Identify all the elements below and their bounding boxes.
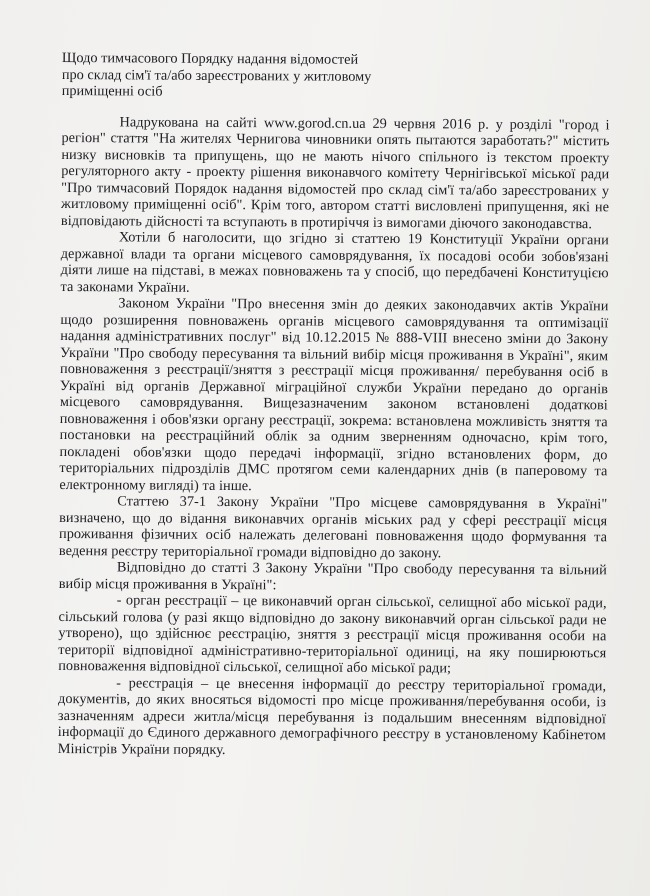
paragraph-law-888: Законом України "Про внесення змін до деяких законодавчих актів України щодо розширення повноважень органів місцевого самоврядування та оптимізації надання адміністративних послуг" від 10.12.2015 № 888-VIII внесено зміни до Закону України "Про свободу пересування та вільний вибір місця проживання в Україні", яким повноваження з реєстрації/зняття з реєстрації місця проживання/ перебування осіб в Україні від органів Державної міграційної служби України передано до органів місцевого самоврядування. Вищезазначеним законом встановлені додаткові повноваження і обов'язки органу реєстрації, зокрема: встановлена можливість зняття та постановки на реєстраційний облік за одним зверненням одночасно, крім того, покладені обов'язки щодо передачі інформації, згідно встановлених форм, до територіальних підрозділів ДМС протягом семи календарних днів (в паперовому та електронному вигляді) та інше. (59, 295, 609, 494)
title-line: приміщенні осіб (61, 82, 163, 100)
document-body (58, 50, 610, 760)
definition-registration: - реєстрація – це внесення інформації до реєстру територіальної громади, документів, до яких вносяться відомості про місце проживання/перебування особи, із зазначенням адреси житла/місця перебування із подальшим внесенням відповідної інформації до Єдиного державного демографічного реєстру в установленому Кабінетом Міністрів України порядку. (57, 674, 607, 758)
title-line: про склад сім'ї та/або зареєстрованих у житловому (61, 66, 372, 85)
paragraph-article-37-1: Статтею 37-1 Закону України "Про місцеве самоврядування в Україні" визначено, що до відання виконавчих органів міських рад у сфері реєстрації місця проживання фізичних осіб належать делеговані повноваження щодо формування та ведення реєстру територіальної громади відповідно до закону. (58, 493, 608, 561)
title-line: Щодо тимчасового Порядку надання відомостей (61, 50, 359, 68)
paragraph-constitution: Хотіли б наголосити, що згідно зі статтею 19 Конституції України органи державної влади та органи місцевого самоврядування, їх посадові особи зобов'язані діяти лише на підставі, в межах повноважень та у спосіб, що передбачені Конституцією та законами України. (60, 229, 609, 296)
paragraph-article-3: Відповідно до статті 3 Закону України "Про свободу пересування та вільний вибір місця проживання в Україні": (58, 559, 607, 593)
document-title (62, 50, 462, 102)
paragraph-article-summary: Надрукована на сайті www.gorod.cn.ua 29 червня 2016 р. у розділі "город і регіон" стаття "На жителях Чернигова чиновники опять пытаются заработать?" містить низку висновків та припущень, що не мають нічого спільного із текстом проекту регуляторного акту - проекту рішення виконавчого комітету Чернігівської міської ради "Про тимчасовий Порядок надання відомостей про склад сім'ї та/або зареєстрованих у житловому приміщенні осіб". Крім того, автором статті висловлені припущення, які не відповідають дійсності та вступають в протиріччя із вимогами діючого законодавства. (60, 113, 610, 232)
definition-registration-body: - орган реєстрації – це виконавчий орган сільської, селищної або міської ради, сільський голова (у разі якщо відповідно до закону виконавчий орган сільської ради не утворено), що здійснює реєстрацію, зняття з реєстрації місця проживання особи на території відповідної адміністративно-територіальної одиниці, на яку поширюються повноваження відповідної сільської, селищної або міської ради; (58, 592, 607, 677)
